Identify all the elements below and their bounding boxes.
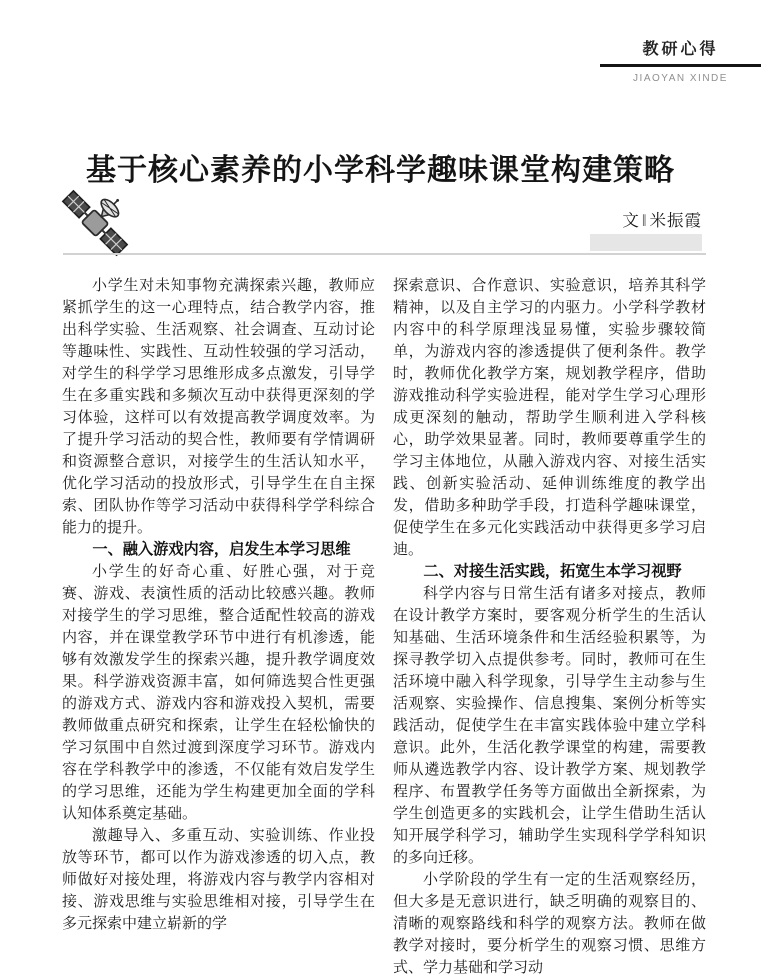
paragraph: 激趣导入、多重互动、实验训练、作业投放等环节，都可以作为游戏渗透的切入点，教师做好对接处理，将游戏内容与教学内容相对接、游戏思维与实验思维相对接，引导学生在多元探索中建立崭新的学: [62, 828, 375, 932]
header-divider: [63, 253, 706, 255]
article-title: 基于核心素养的小学科学趣味课堂构建策略: [86, 154, 675, 187]
paragraph: 小学生的好奇心重、好胜心强，对于竞赛、游戏、表演性质的活动比较感兴趣。教师对接学生的学习思维，整合适配性较高的游戏内容，并在课堂教学环节中进行有机渗透，能够有效激发学生的探索兴趣，提升教学调度效果。科学游戏资源丰富，如何筛选契合性更强的游戏方式、游戏内容和游戏投入契机，需要教师做重点研究和探索，让学生在轻松愉快的学习氛围中自然过渡到深度学习环节。游戏内容在学科教学中的渗透，不仅能有效启发学生的学习思维，还能为学生构建更加全面的学科认知体系奠定基础。: [62, 564, 375, 822]
masthead: [600, 36, 761, 84]
column-title: 教研心得: [642, 41, 719, 58]
text-column-right: [393, 275, 706, 976]
author-name: 米振霞: [649, 211, 702, 230]
text-column-left: [62, 275, 375, 932]
byline-prefix: 文: [622, 211, 640, 230]
masthead-rule: [600, 64, 761, 67]
article-body: [62, 275, 706, 976]
byline: [622, 207, 702, 231]
paragraph: 小学阶段的学生有一定的生活观察经历，但大多是无意识进行，缺乏明确的观察目的、清晰的观察路线和科学的观察方法。教师在做教学对接时，要分析学生的观察习惯、思维方式、学力基础和学习动: [393, 872, 706, 976]
satellite-icon: [58, 183, 140, 255]
author-highlight-box: [590, 234, 702, 251]
byline-separator: ‖: [641, 211, 648, 230]
paragraph: 科学内容与日常生活有诸多对接点，教师在设计教学方案时，要客观分析学生的生活认知基础、生活环境条件和生活经验积累等，为探寻教学切入点提供参考。同时，教师可在生活环境中融入科学现象，引导学生主动参与生活观察、实验操作、信息搜集、案例分析等实践活动，促使学生在丰富实践体验中建立学科意识。此外，生活化教学课堂的构建，需要教师从遴选教学内容、设计教学方案、规划教学程序、布置教学任务等方面做出全新探索，为学生创造更多的实践机会，让学生借助生活认知开展学科学习，辅助学生实现科学学科知识的多向迁移。: [393, 586, 706, 866]
section-heading-1: 一、融入游戏内容，启发生本学习思维: [92, 541, 351, 558]
column-subtitle-pinyin: JIAOYAN XINDE: [633, 73, 728, 84]
section-heading-2: 二、对接生活实践，拓宽生本学习视野: [423, 563, 682, 580]
paragraph: 小学生对未知事物充满探索兴趣，教师应紧抓学生的这一心理特点，结合教学内容，推出科学实验、生活观察、社会调查、互动讨论等趣味性、实践性、互动性较强的学习活动，对学生的科学学习思维形成多点激发，引导学生在多重实践和多频次互动中获得更深刻的学习体验，这样可以有效提高教学调度效率。为了提升学习活动的契合性，教师要有学情调研和资源整合意识，对接学生的生活认知水平，优化学习活动的投放形式，引导学生在自主探索、团队协作等学习活动中获得科学学科综合能力的提升。: [62, 278, 375, 536]
paragraph: 探索意识、合作意识、实验意识，培养其科学精神，以及自主学习的内驱力。小学科学教材内容中的科学原理浅显易懂，实验步骤较简单，为游戏内容的渗透提供了便利条件。教学时，教师优化教学方案，规划教学程序，借助游戏推动科学实验进程，能对学生学习心理形成更深刻的触动，帮助学生顺利进入学科核心，助学效果显著。同时，教师要尊重学生的学习主体地位，从融入游戏内容、对接生活实践、创新实验活动、延伸训练维度的教学出发，借助多种助学手段，打造科学趣味课堂，促使学生在多元化实践活动中获得更多学习启迪。: [393, 278, 706, 558]
